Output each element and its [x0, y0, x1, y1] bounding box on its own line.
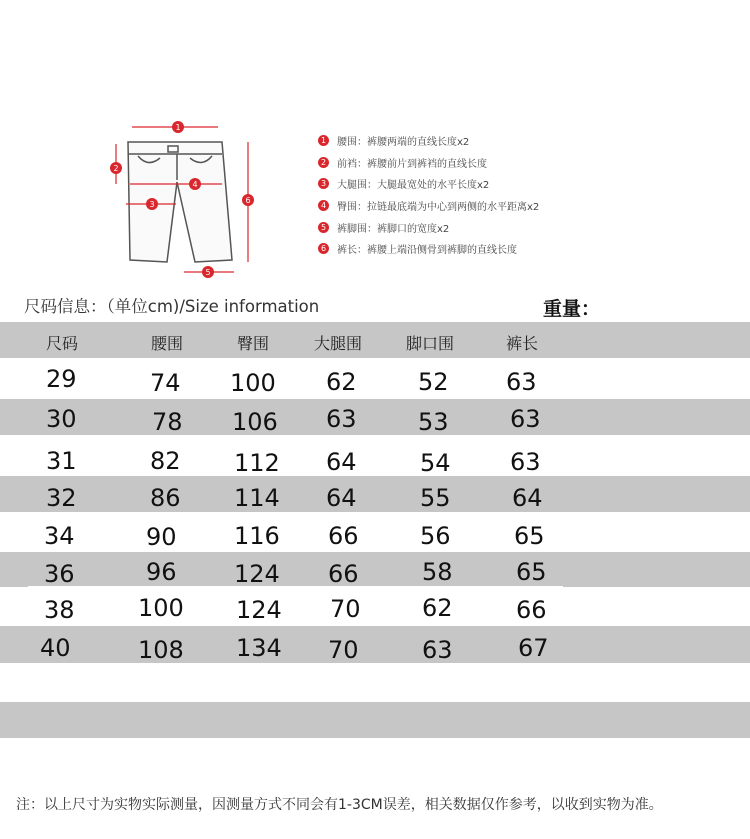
table-cell: 106 [232, 408, 278, 436]
row-band [0, 552, 750, 587]
legend-item-hip [318, 195, 638, 217]
table-cell: 66 [328, 560, 359, 588]
table-cell: 31 [46, 447, 77, 475]
legend-text: 裤脚围：裤脚口的宽度x2 [337, 223, 450, 235]
legend-marker: 3 [318, 178, 329, 189]
shorts-diagram [100, 110, 290, 290]
table-cell: 54 [420, 449, 451, 477]
table-cell: 124 [236, 596, 282, 624]
legend-marker: 4 [318, 200, 329, 211]
table-cell: 52 [418, 368, 449, 396]
table-cell: 114 [234, 484, 280, 512]
header-length: 裤长 [506, 334, 539, 353]
table-cell: 90 [146, 523, 177, 551]
table-cell: 86 [150, 484, 181, 512]
table-cell: 32 [46, 484, 77, 512]
table-cell: 36 [44, 560, 75, 588]
table-cell: 66 [516, 596, 547, 624]
row-band [0, 476, 750, 512]
legend-text: 臀围：拉链最底端为中心到两侧的水平距离x2 [337, 202, 540, 214]
marker-1: 1 [175, 123, 181, 132]
legend-marker: 5 [318, 222, 329, 233]
table-cell: 63 [510, 405, 541, 433]
table-cell: 38 [44, 596, 75, 624]
header-size: 尺码 [46, 334, 79, 353]
disclaimer-note: 注：以上尺寸为实物实际测量，因测量方式不同会有1-3CM误差，相关数据仅作参考，以收到实物为准。 [16, 797, 663, 813]
header-band [0, 322, 750, 358]
marker-3: 3 [149, 200, 155, 209]
table-cell: 108 [138, 636, 184, 664]
legend-text: 裤长：裤腰上端沿侧骨到裤脚的直线长度 [337, 245, 517, 257]
measurement-legend [318, 130, 638, 260]
table-cell: 65 [516, 558, 547, 586]
table-cell: 53 [418, 408, 449, 436]
row-highlight [28, 586, 563, 620]
table-cell: 100 [138, 594, 184, 622]
table-cell: 29 [46, 365, 77, 393]
table-cell: 70 [330, 595, 361, 623]
marker-4: 4 [192, 180, 198, 189]
table-cell: 56 [420, 522, 451, 550]
table-cell: 62 [422, 594, 453, 622]
size-info-label: 尺码信息：（单位cm)/Size information [24, 297, 320, 316]
table-cell: 64 [512, 484, 543, 512]
table-cell: 78 [152, 408, 183, 436]
table-cell: 63 [510, 448, 541, 476]
table-cell: 55 [420, 484, 451, 512]
marker-2: 2 [113, 164, 119, 173]
row-band [0, 399, 750, 435]
table-cell: 96 [146, 558, 177, 586]
table-cell: 116 [234, 522, 280, 550]
table-cell: 124 [234, 560, 280, 588]
legend-marker: 6 [318, 243, 329, 254]
table-cell: 66 [328, 522, 359, 550]
table-cell: 100 [230, 369, 276, 397]
row-band [0, 626, 750, 663]
legend-item-length [318, 238, 638, 260]
table-cell: 40 [40, 634, 71, 662]
header-waist: 腰围 [151, 334, 184, 353]
marker-6: 6 [245, 196, 251, 205]
table-cell: 34 [44, 522, 75, 550]
legend-text: 腰围：裤腰两端的直线长度x2 [337, 137, 470, 149]
table-cell: 67 [518, 634, 549, 662]
header-hip: 臀围 [237, 334, 270, 353]
table-cell: 65 [514, 522, 545, 550]
legend-item-front-rise [318, 152, 638, 174]
table-cell: 63 [506, 368, 537, 396]
weight-label: 重量： [543, 298, 601, 320]
table-cell: 62 [326, 368, 357, 396]
table-cell: 30 [46, 405, 77, 433]
table-cell: 70 [328, 636, 359, 664]
table-cell: 58 [422, 558, 453, 586]
table-cell: 82 [150, 447, 181, 475]
legend-item-leg-opening [318, 216, 638, 238]
shorts-outline-icon [100, 110, 290, 290]
legend-marker: 2 [318, 157, 329, 168]
table-cell: 134 [236, 634, 282, 662]
table-cell: 74 [150, 369, 181, 397]
legend-item-thigh [318, 173, 638, 195]
header-leg-opening: 脚口围 [406, 334, 455, 353]
table-cell: 63 [326, 405, 357, 433]
marker-5: 5 [205, 268, 211, 277]
legend-text: 前裆：裤腰前片到裤裆的直线长度 [337, 158, 487, 170]
legend-item-waist [318, 130, 638, 152]
header-thigh: 大腿围 [314, 334, 363, 353]
table-cell: 64 [326, 448, 357, 476]
table-cell: 112 [234, 449, 280, 477]
legend-marker: 1 [318, 135, 329, 146]
legend-text: 大腿围：大腿最宽处的水平长度x2 [337, 180, 490, 192]
table-cell: 64 [326, 484, 357, 512]
row-band [0, 702, 750, 738]
table-cell: 63 [422, 636, 453, 664]
